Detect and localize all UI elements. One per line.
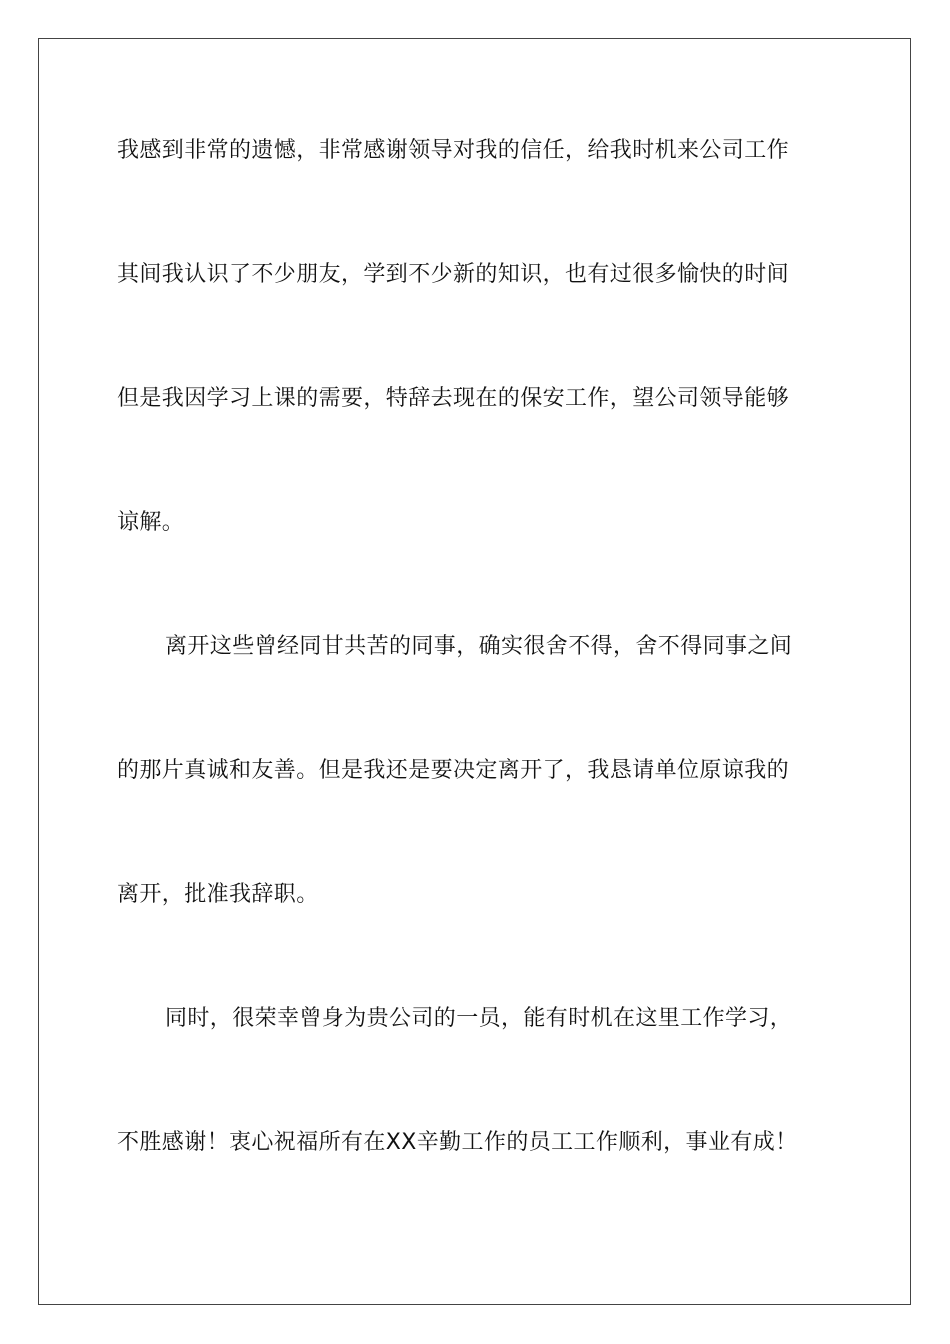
paragraph-line: 离开，批准我辞职。 xyxy=(117,882,319,907)
paragraph-line: 的那片真诚和友善。但是我还是要决定离开了，我恳请单位原谅我的 xyxy=(117,758,790,783)
paragraph-line: 谅解。 xyxy=(117,510,185,535)
paragraph-line: 不胜感谢！衷心祝福所有在XX辛勤工作的员工工作顺利，事业有成！ xyxy=(117,1130,798,1155)
paragraph-line: 其间我认识了不少朋友，学到不少新的知识，也有过很多愉快的时间 xyxy=(117,262,790,287)
paragraph-line: 我感到非常的遗憾，非常感谢领导对我的信任，给我时机来公司工作 xyxy=(117,138,790,163)
paragraph-line: 但是我因学习上课的需要，特辞去现在的保安工作，望公司领导能够 xyxy=(117,386,790,411)
paragraph-line: 离开这些曾经同甘共苦的同事，确实很舍不得，舍不得同事之间 xyxy=(165,634,793,659)
page-frame xyxy=(38,38,911,1305)
paragraph-line: 同时，很荣幸曾身为贵公司的一员，能有时机在这里工作学习， xyxy=(165,1006,793,1031)
